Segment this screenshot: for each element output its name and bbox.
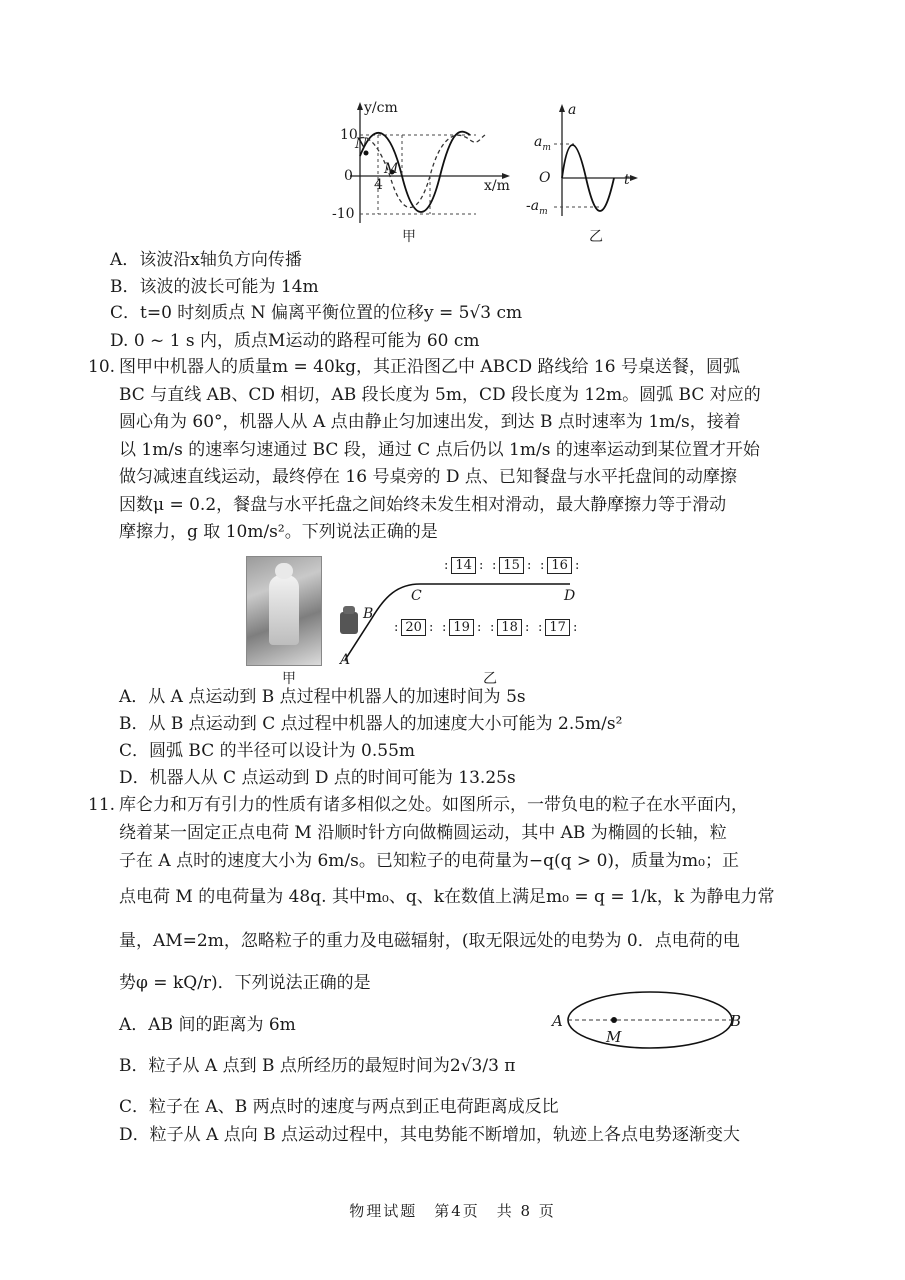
q11-stem-line-3: 子在 A 点时的速度大小为 6m/s。已知粒子的电荷量为−q(q > 0)，质量为m₀；正 xyxy=(119,851,739,871)
label-M: M xyxy=(384,161,399,177)
t-axis-label: t xyxy=(624,172,630,188)
q10-caption-jia: 甲 xyxy=(282,671,296,687)
q10-option-a: A．从 A 点运动到 B 点过程中机器人的加速时间为 5s xyxy=(119,687,526,707)
ellipse-point-B: B xyxy=(730,1012,742,1030)
table-17: : 17 : xyxy=(538,620,578,635)
page-footer: 物理试题 第4页 共 8 页 xyxy=(349,1202,556,1220)
table-16: : 16 : xyxy=(540,558,580,573)
q10-option-c: C．圆弧 BC 的半径可以设计为 0.55m xyxy=(119,741,416,761)
q10-number: 10. xyxy=(88,357,116,377)
robot-photo xyxy=(246,556,322,666)
q11-stem-line-6: 势φ = kQ/r)．下列说法正确的是 xyxy=(119,973,371,993)
q10-stem-line-7: 摩擦力，g 取 10m/s²。下列说法正确的是 xyxy=(119,522,438,542)
q10-stem-line-1: 图甲中机器人的质量m = 40kg，其正沿图乙中 ABCD 路线给 16 号桌送餐，圆弧 xyxy=(119,357,740,377)
q11-stem-line-5: 量，AM=2m，忽略粒子的重力及电磁辐射，(取无限远处的电势为 0．点电荷的电 xyxy=(119,931,740,951)
q10-caption-yi: 乙 xyxy=(483,671,497,687)
table-20: : 20 : xyxy=(394,620,434,635)
q11-stem-line-2: 绕着某一固定正点电荷 M 沿顺时针方向做椭圆运动，其中 AB 为椭圆的长轴，粒 xyxy=(119,823,727,843)
q11-option-b: B．粒子从 A 点到 B 点所经历的最短时间为2√3/3 π xyxy=(119,1056,516,1076)
origin-O: O xyxy=(539,170,551,186)
q11-stem-line-4: 点电荷 M 的电荷量为 48q. 其中m₀、q、k在数值上满足m₀ = q = 1/k，k 为静电力常 xyxy=(119,887,775,907)
a-min-label: $-a_m$ xyxy=(526,198,548,217)
q11-option-a: A．AB 间的距离为 6m xyxy=(119,1015,296,1035)
label-N: N xyxy=(355,136,368,152)
q11-number: 11. xyxy=(88,795,116,815)
acceleration-graph-yi xyxy=(550,104,640,224)
table-14: : 14 : xyxy=(444,558,484,573)
charge-M-dot xyxy=(611,1017,617,1023)
table-15: : 15 : xyxy=(492,558,532,573)
q10-option-d: D．机器人从 C 点运动到 D 点的时间可能为 13.25s xyxy=(119,768,516,788)
q9-option-c: C．t=0 时刻质点 N 偏离平衡位置的位移y = 5√3 cm xyxy=(110,303,523,323)
tick-x-4: 4 xyxy=(374,177,383,193)
q9-option-a: A．该波沿x轴负方向传播 xyxy=(110,250,302,270)
ellipse-point-M: M xyxy=(606,1028,622,1046)
ellipse-point-A: A xyxy=(552,1012,563,1030)
q9-option-b: B．该波的波长可能为 14m xyxy=(110,277,319,297)
point-C: C xyxy=(411,588,422,604)
q10-stem-line-3: 圆心角为 60°，机器人从 A 点由静止匀加速出发，到达 B 点时速率为 1m/s，接着 xyxy=(119,412,741,432)
ellipse-orbit xyxy=(560,988,740,1054)
point-D: D xyxy=(564,588,576,604)
q10-stem-line-2: BC 与直线 AB、CD 相切，AB 段长度为 5m，CD 段长度为 12m。圆弧 BC 对应的 xyxy=(119,385,761,405)
point-A: A xyxy=(340,652,351,668)
tick-bottom: -10 xyxy=(332,206,355,222)
q11-stem-line-1: 库仑力和万有引力的性质有诸多相似之处。如图所示，一带负电的粒子在水平面内， xyxy=(119,795,748,815)
tick-zero: 0 xyxy=(344,168,353,184)
x-axis-label: x/m xyxy=(484,178,510,194)
caption-yi: 乙 xyxy=(589,229,603,245)
q10-stem-line-6: 因数μ = 0.2，餐盘与水平托盘之间始终未发生相对滑动，最大静摩擦力等于滑动 xyxy=(119,495,727,515)
tick-top: 10 xyxy=(340,127,358,143)
q10-option-b: B．从 B 点运动到 C 点过程中机器人的加速度大小可能为 2.5m/s² xyxy=(119,714,623,734)
q10-stem-line-4: 以 1m/s 的速率匀速通过 BC 段，通过 C 点后仍以 1m/s 的速率运动到某位置才开始 xyxy=(119,440,760,460)
caption-jia: 甲 xyxy=(402,229,416,245)
q11-option-c: C．粒子在 A、B 两点时的速度与两点到正电荷距离成反比 xyxy=(119,1097,559,1117)
table-19: : 19 : xyxy=(442,620,482,635)
a-axis-label: a xyxy=(568,102,577,118)
a-max-label: $a_m$ xyxy=(534,134,551,153)
table-18: : 18 : xyxy=(490,620,530,635)
point-B: B xyxy=(363,606,374,622)
q10-stem-line-5: 做匀减速直线运动，最终停在 16 号桌旁的 D 点、已知餐盘与水平托盘间的动摩擦 xyxy=(119,467,737,487)
y-axis-label: y/cm xyxy=(364,100,398,116)
q11-option-d: D．粒子从 A 点向 B 点运动过程中，其电势能不断增加，轨迹上各点电势逐渐变大 xyxy=(119,1125,741,1145)
q9-option-d: D. 0 ~ 1 s 内，质点M运动的路程可能为 60 cm xyxy=(110,331,480,351)
